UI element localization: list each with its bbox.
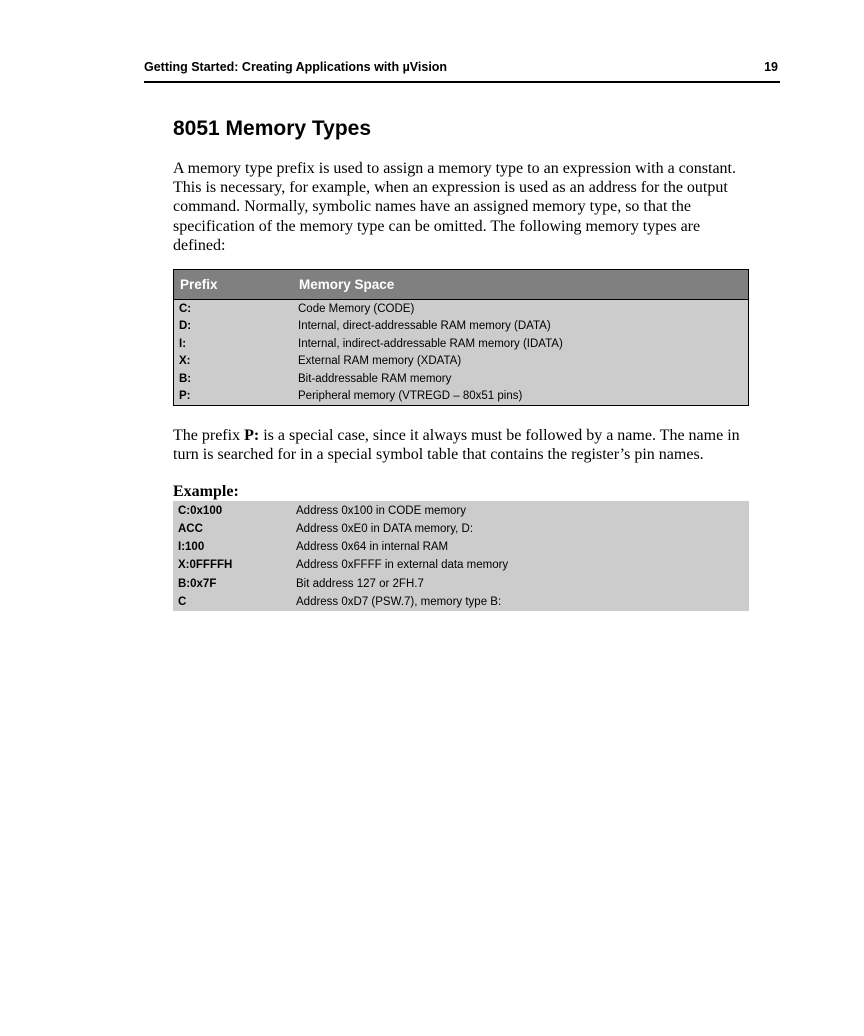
example-expression: X:0FFFFH (178, 559, 233, 572)
table-row (173, 556, 749, 574)
example-description: Address 0xFFFF in external data memory (296, 559, 509, 572)
table-row (174, 300, 749, 318)
page-header (144, 58, 780, 83)
table-row (173, 538, 749, 556)
column-header-prefix: Prefix (174, 270, 294, 300)
note-bold-prefix: P: (244, 427, 260, 445)
example-expression: C:0x100 (178, 504, 223, 517)
prefix-cell: P: (174, 388, 294, 406)
table-row (173, 501, 749, 519)
header-title: Getting Started: Creating Applications with µVision (144, 60, 448, 74)
example-description: Address 0x64 in internal RAM (296, 541, 449, 554)
table-row (173, 575, 749, 593)
example-description: Address 0xD7 (PSW.7), memory type B: (296, 596, 502, 609)
examples-table (173, 501, 749, 611)
section-heading: 8051 Memory Types (173, 117, 372, 140)
example-description: Address 0x100 in CODE memory (296, 504, 467, 517)
prefix-cell: X: (174, 353, 294, 371)
example-expression: B:0x7F (178, 577, 217, 590)
note-text-end: is a special case, since it always must be followed by a name. The name in turn is searched for in a special symbol table that contains the register’s pin names. (173, 427, 740, 464)
prefix-cell: D: (174, 318, 294, 336)
table-row (174, 370, 749, 388)
prefix-cell: C: (174, 300, 294, 318)
memory-space-cell: Internal, direct-addressable RAM memory (DATA) (293, 318, 749, 336)
example-expression: ACC (178, 522, 203, 535)
page-content (173, 116, 751, 611)
example-description: Bit address 127 or 2FH.7 (296, 577, 424, 590)
example-heading: Example: (173, 483, 239, 501)
table-row (173, 520, 749, 538)
column-header-memory-space: Memory Space (293, 270, 749, 300)
memory-space-cell: Bit-addressable RAM memory (293, 370, 749, 388)
memory-space-cell: External RAM memory (XDATA) (293, 353, 749, 371)
table-row (174, 353, 749, 371)
memory-space-cell: Internal, indirect-addressable RAM memory (IDATA) (293, 335, 749, 353)
prefix-cell: I: (174, 335, 294, 353)
example-expression: C (178, 596, 187, 609)
memory-space-cell: Peripheral memory (VTREGD – 80x51 pins) (293, 388, 749, 406)
prefix-note-paragraph (173, 426, 751, 464)
table-header-row (174, 270, 749, 300)
page-number: 19 (764, 60, 778, 74)
example-expression: I:100 (178, 541, 205, 554)
memory-space-cell: Code Memory (CODE) (293, 300, 749, 318)
note-text-start: The prefix (173, 427, 245, 445)
memory-types-table (173, 269, 749, 406)
table-row (173, 593, 749, 611)
example-description: Address 0xE0 in DATA memory, D: (296, 522, 474, 535)
intro-paragraph: A memory type prefix is used to assign a memory type to an expression with a constant. This is necessary, for example, when an expression is used as an address for the output command. Normally, symbolic names have an assigned memory type, so that the specification of the memory type can be omitted. The following memory types are defined: (173, 160, 736, 254)
prefix-cell: B: (174, 370, 294, 388)
table-row (174, 335, 749, 353)
table-row (174, 388, 749, 406)
table-row (174, 318, 749, 336)
